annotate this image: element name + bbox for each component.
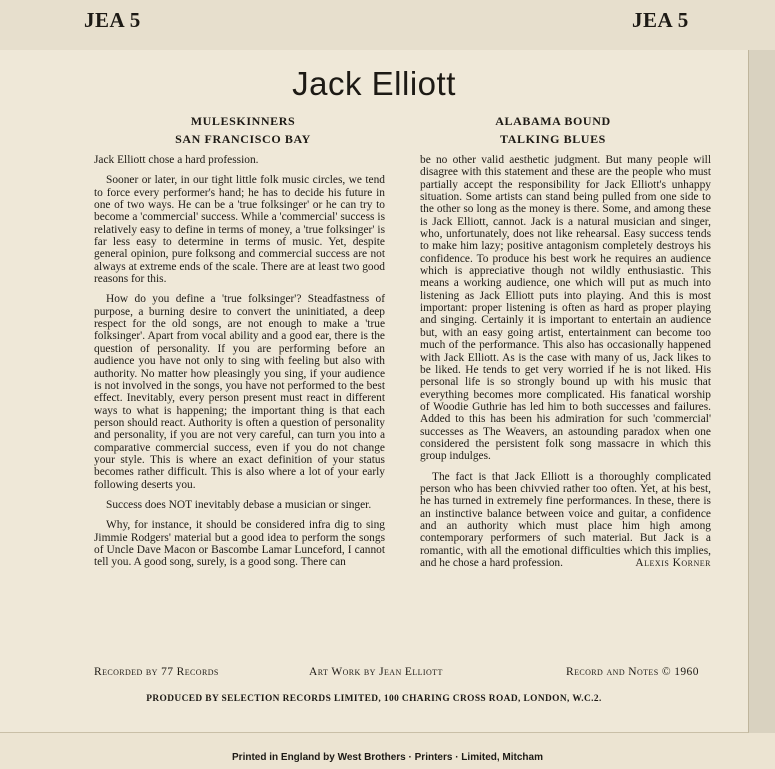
- track-title: SAN FRANCISCO BAY: [175, 132, 311, 146]
- copyright-credit: Record and Notes © 1960: [566, 666, 699, 678]
- paragraph: Success does NOT inevitably debase a musician or singer.: [106, 498, 372, 511]
- catalog-number-right: JEA 5: [632, 8, 689, 32]
- paragraph: be no other valid aesthetic judgment. But many people will disagree with this statement and these are the people who must partially accept the responsibility for Jack Elliott's unhappy situation. Some artists can stand being pulled from one side to the other so long as the money is there. Some, and among these is Jack Elliott, cannot. Jack is a natural musician and singer, who, unfortunately, does not like rehearsal. Easy success tends to make him lazy; positive antagonism completely destroys his confidence. To produce his best work he requires an audience which is appreciative though not wildly enthusiastic. This means a working audience, one which will put as much into listening as Jack Elliott puts into playing. And this is most important: proper listening is often as hard as proper playing and singing. Certainly it is important to entertain an audience but, with an easy going artist, entertainment can become too much of the performance. This also has occasionally happened with Jack Elliott. As is the case with many of us, Jack likes to be liked. He tends to get very worried if he is not liked. His personal life is so strongly bound up with his music that everything becomes more complicated. His fanatical worship of Woodie Guthrie has led him to both successes and failures. Added to this has been his admiration for such 'commercial' successes as The Weavers, an astounding paradox when one considered the persistent folk song massacre in which this group indulges.: [420, 154, 711, 463]
- credits-line: [94, 666, 712, 682]
- sleeve-top-band: [0, 0, 775, 50]
- paragraph: Jack Elliott chose a hard profession.: [94, 154, 259, 166]
- track-list-side-b: [393, 112, 713, 148]
- track-title: MULESKINNERS: [190, 114, 296, 128]
- paragraph: Why, for instance, it should be considered infra dig to sing Jimmie Rodgers' material but a good idea to perform the songs of Uncle Dave Macon or Bascombe Lamar Lunceford, I cannot tell you. A good song, surely, is a good song. There can: [94, 519, 385, 569]
- sleeve-bottom-band: [0, 733, 775, 769]
- track-title: TALKING BLUES: [500, 132, 606, 146]
- printer-imprint: Printed in England by West Brothers · Printers · Limited, Mitcham: [232, 752, 543, 763]
- track-title: ALABAMA BOUND: [495, 114, 611, 128]
- track-list-side-a: [92, 112, 394, 148]
- author-signature: Alexis Korner: [635, 557, 711, 569]
- notes-column-left: [94, 154, 385, 569]
- catalog-number-left: JEA 5: [84, 8, 141, 32]
- producer-imprint: PRODUCED BY SELECTION RECORDS LIMITED, 100 CHARING CROSS ROAD, LONDON, W.C.2.: [146, 694, 602, 704]
- album-title: Jack Elliott: [292, 65, 456, 102]
- paragraph: Sooner or later, in our tight little folk music circles, we tend to force every performer's hand; he has to decide his future in one of two ways. He can be a 'true folksinger' or he can try to become a 'commercial' success. While a 'commercial' success is relatively easy to define in terms of money, a 'true folksinger' is far less easy to determine in terms of music. Yet, despite general opinion, pure folksong and commercial success are not always at extreme ends of the scale. There are at least two good reasons for this.: [94, 174, 385, 286]
- paragraph: How do you define a 'true folksinger'? Steadfastness of purpose, a burning desire to convert the uninitiated, a deep respect for the old songs, are not enough to make a 'true folksinger'. Apart from vocal ability and a good ear, there is the question of personality. If you are performing before an audience you have not only to sing with feeling but also with authority. No matter how pleasingly you sing, if your audience is not involved in the songs, you have not performed to the best effect. Inevitably, every person present must react in different ways to what is happening; the important thing is that each person should react. Authority is often a question of personality and personality, if you are not very careful, can turn you into a comparative commercial success, even if you do not change your style. This is where an exact definition of your status becomes rather difficult. This is also where a lot of your early following deserts you.: [94, 293, 385, 491]
- paragraph-text: The fact is that Jack Elliott is a thoroughly complicated person who has been chivvied rather too often. Yet, at his best, he has turned in extremely fine performances. In these, there is an instinctive balance between voice and guitar, a confidence and an authority which must place him high among contemporary performers of such material. But Jack is a romantic, with all the emotional difficulties which this implies, and he chose a hard profession.: [420, 470, 711, 569]
- notes-column-right: [420, 154, 711, 569]
- recorded-by-credit: Recorded by 77 Records: [94, 666, 219, 678]
- art-work-credit: Art Work by Jean Elliott: [309, 666, 443, 678]
- paragraph: [420, 471, 711, 570]
